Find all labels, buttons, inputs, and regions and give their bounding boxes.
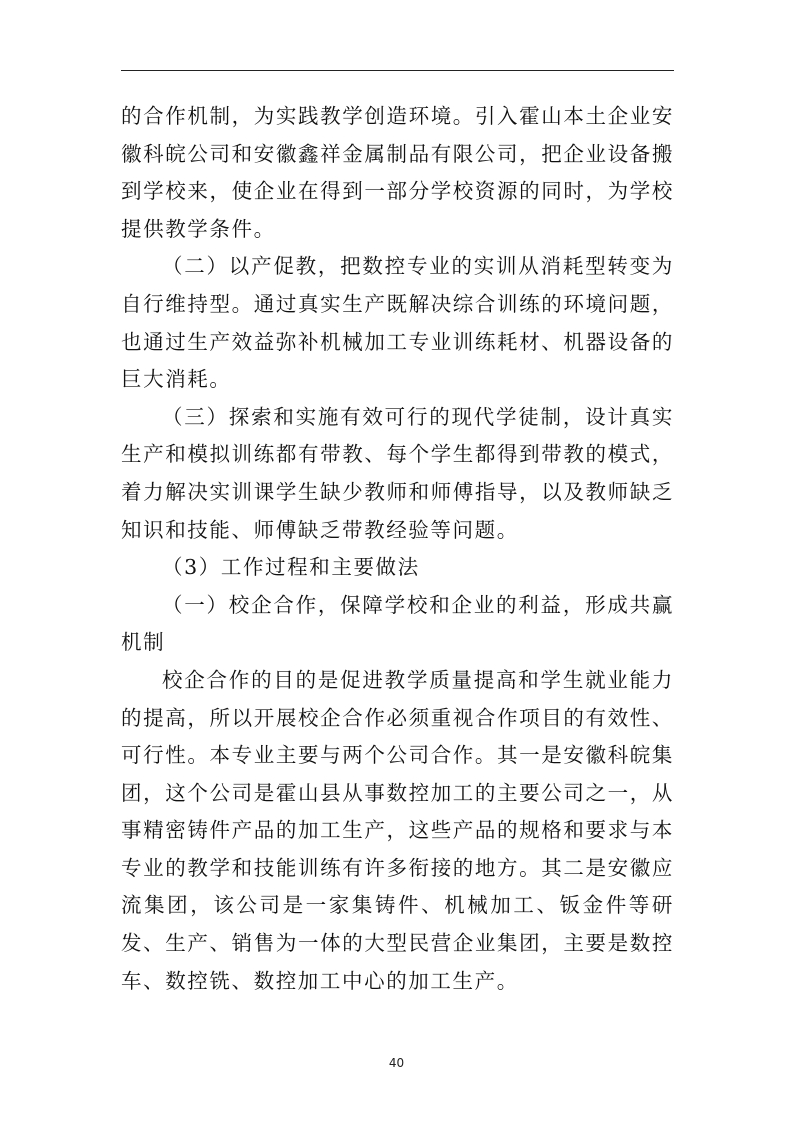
paragraph-1: 的合作机制，为实践教学创造环境。引入霍山本土企业安徽科皖公司和安徽鑫祥金属制品有限公司，把企业设备搬到学校来，使企业在得到一部分学校资源的同时，为学校提供教学条件。 [121, 104, 674, 241]
page-body [121, 98, 674, 1000]
paragraph-2: （二）以产促教，把数控专业的实训从消耗型转变为自行维持型。通过真实生产既解决综合训练的环境问题，也通过生产效益弥补机械加工专业训练耗材、机器设备的巨大消耗。 [121, 254, 674, 392]
page-number: 40 [388, 1056, 405, 1070]
section-heading: （3）工作过程和主要做法 [162, 555, 420, 580]
paragraph-3: （三）探索和实施有效可行的现代学徒制，设计真实生产和模拟训练都有带教、每个学生都得到带教的模式，着力解决实训课学生缺少教师和师傅指导，以及教师缺乏知识和技能、师傅缺乏带教经验等问题。 [121, 404, 674, 542]
subsection-heading: （一）校企合作，保障学校和企业的利益，形成共赢机制 [121, 592, 674, 655]
paragraph-6: 校企合作的目的是促进教学质量提高和学生就业能力的提高，所以开展校企合作必须重视合作项目的有效性、可行性。本专业主要与两个公司合作。其一是安徽科皖集团，这个公司是霍山县从事数控加工的主要公司之一，从事精密铸件产品的加工生产，这些产品的规格和要求与本专业的教学和技能训练有许多衔接的地方。其二是安徽应流集团，该公司是一家集铸件、机械加工、钣金件等研发、生产、销售为一体的大型民营企业集团，主要是数控车、数控铣、数控加工中心的加工生产。 [121, 667, 674, 993]
header-rule [121, 70, 674, 71]
